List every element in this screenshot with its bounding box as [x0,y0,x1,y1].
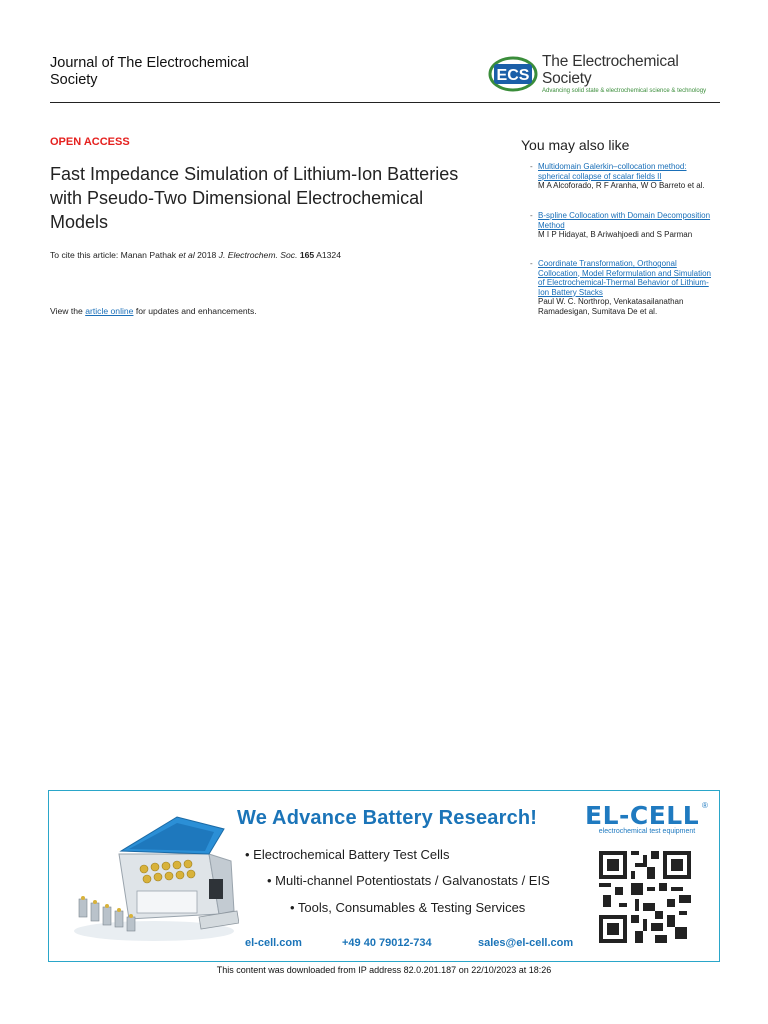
ecs-logo[interactable] [488,53,728,94]
cite-etal: et al [178,250,195,260]
ecs-emblem-icon [488,56,538,92]
el-cell-logo [585,801,709,835]
cite-page: A1324 [316,250,341,260]
open-access-label: OPEN ACCESS [50,136,130,148]
list-dash: - [530,162,533,171]
ecs-logo-letters: ECS [496,67,530,84]
citation-line [50,250,341,260]
society-name: The Electrochemical Society [542,53,679,87]
el-cell-advertisement[interactable] [48,790,720,962]
list-dash: - [530,211,533,220]
cite-volume: 165 [299,250,315,260]
registered-mark: ® [702,801,708,810]
related-item-link[interactable]: B-spline Collocation with Domain Decomposition Method [538,211,711,230]
related-item-link[interactable]: Coordinate Transformation, Orthogonal Collocation, Model Reformulation and Simulation of Electrochemical-Thermal Behavior of Lithium-Ion Battery Stacks [538,259,711,297]
cite-prefix: To cite this article: Manan Pathak [50,250,177,260]
download-note: This content was downloaded from IP address 82.0.201.187 on 22/10/2023 at 18:26 [216,965,552,975]
related-item-authors: M A Alcoforado, R F Aranha, W O Barreto et al. [538,181,705,190]
view-suffix: for updates and enhancements. [135,306,257,316]
article-online-link[interactable]: article online [85,306,134,316]
battery-test-equipment-image [59,799,239,949]
ad-website[interactable]: el-cell.com [245,937,302,949]
cite-year: 2018 [197,250,217,260]
related-item [530,211,718,240]
ad-bullet: • Multi-channel Potentiostats / Galvanostats / EIS [267,873,550,888]
view-prefix: View the [50,306,83,316]
related-heading: You may also like [521,137,630,153]
article-title: Fast Impedance Simulation of Lithium-Ion Batteries with Pseudo-Two Dimensional Electrochemical Models [50,164,459,232]
ad-bullet: • Tools, Consumables & Testing Services [290,900,526,915]
related-item [530,259,718,316]
journal-name: Journal of The Electrochemical Society [50,55,249,88]
related-item-authors: Paul W. C. Northrop, Venkatasailanathan Ramadesigan, Sumitava De et al. [538,297,684,316]
related-item-authors: M I P Hidayat, B Ariwahjoedi and S Parman [538,230,693,239]
header-divider [50,102,720,103]
el-cell-brand: EL-CELL [585,801,700,830]
qr-code-icon [599,851,691,943]
ad-phone: +49 40 79012-734 [342,937,432,949]
cite-journal: J. Electrochem. Soc. [218,250,298,260]
ad-email[interactable]: sales@el-cell.com [478,937,574,949]
view-online-line [50,306,257,316]
related-item-link[interactable]: Multidomain Galerkin–collocation method: spherical collapse of scalar fields II [538,162,687,181]
society-tagline: Advancing solid state & electrochemical science & technology [542,88,707,94]
related-item [530,162,718,191]
ad-headline: We Advance Battery Research! [237,807,538,829]
el-cell-tagline: electrochemical test equipment [598,828,696,835]
list-dash: - [530,259,533,268]
ad-bullet: • Electrochemical Battery Test Cells [245,847,450,862]
